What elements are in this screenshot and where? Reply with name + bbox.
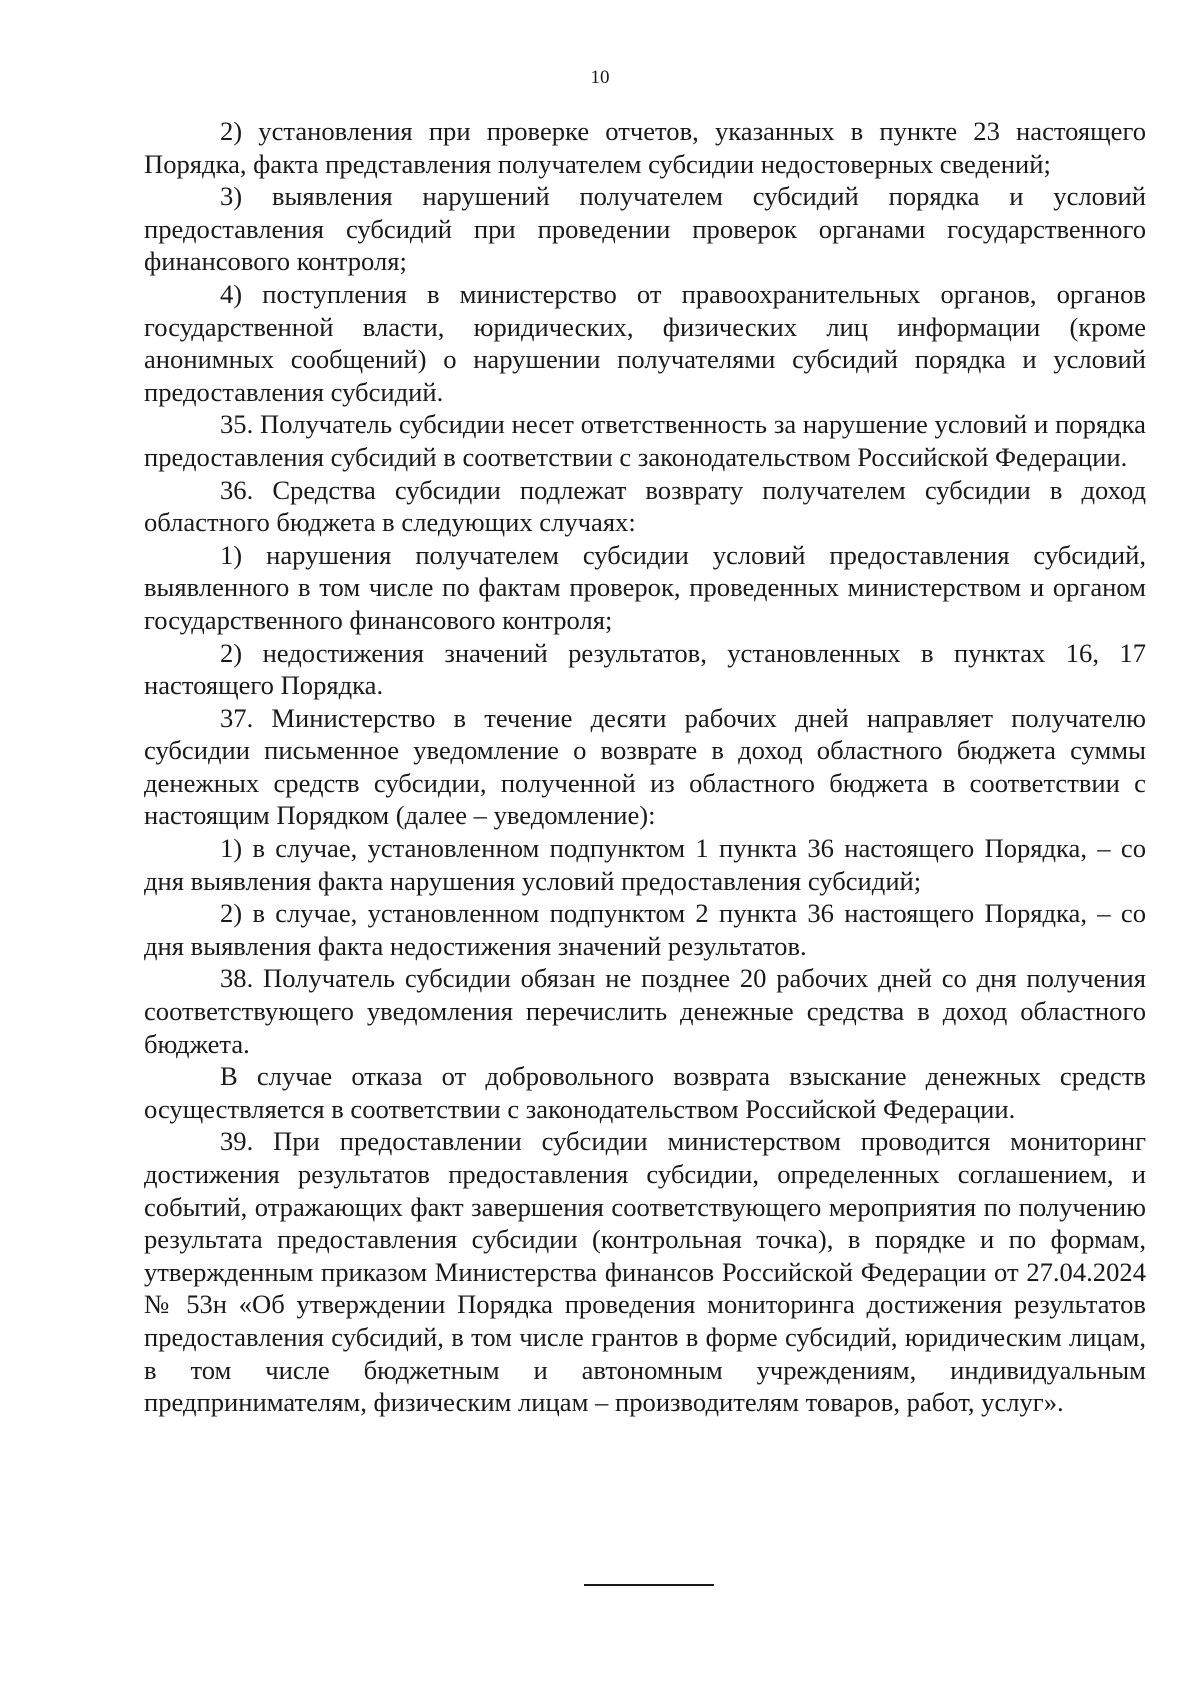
paragraph-clause-37: 37. Министерство в течение десяти рабочих дней направляет получателю субсидии письменное уведомление о возврате в доход областного бюджета суммы денежных средств субсидии, полученной из областного бюджета в соответствии с настоящим Порядком (далее – уведомление): — [144, 702, 1146, 831]
end-of-text-divider — [584, 1584, 714, 1586]
paragraph-clause-36: 36. Средства субсидии подлежат возврату получателем субсидии в доход областного бюджета в следующих случаях: — [144, 474, 1146, 538]
paragraph-clause-35: 35. Получатель субсидии несет ответственность за нарушение условий и порядка предоставления субсидий в соответствии с законодательством Российской Федерации. — [144, 409, 1146, 472]
paragraph-clause-39: 39. При предоставлении субсидии министерством проводится мониторинг достижения результатов предоставления субсидии, определенных соглашением, и событий, отражающих факт завершения соответствующего мероприятия по получению результата предоставления субсидии (контрольная точка), в порядке и по формам, утвержденным приказом Министерства финансов Российской Федерации от 27.04.2024 № 53н «Об утверждении Порядка проведения мониторинга достижения результатов предоставления субсидий, в том числе грантов в форме субсидий, юридическим лицам, в том числе бюджетным и автономным учреждениям, индивидуальным предпринимателям, физическим лицам – производителям товаров, работ, услуг». — [144, 1126, 1146, 1418]
document-body — [144, 115, 1146, 1419]
paragraph-clause-38: 38. Получатель субсидии обязан не позднее 20 рабочих дней со дня получения соответствующего уведомления перечислить денежные средства в доход областного бюджета. — [144, 963, 1146, 1059]
paragraph-clause-37-item-2: 2) в случае, установленном подпунктом 2 пункта 36 настоящего Порядка, – со дня выявления факта недостижения значений результатов. — [144, 898, 1146, 961]
paragraph-clause-36-item-1: 1) нарушения получателем субсидии условий предоставления субсидий, выявленного в том числе по фактам проверок, проведенных министерством и органом государственного финансового контроля; — [144, 539, 1146, 635]
paragraph-item-2: 2) установления при проверке отчетов, указанных в пункте 23 настоящего Порядка, факта представления получателем субсидии недостоверных сведений; — [144, 116, 1146, 179]
paragraph-clause-37-item-1: 1) в случае, установленном подпунктом 1 пункта 36 настоящего Порядка, – со дня выявления факта нарушения условий предоставления субсидий; — [144, 833, 1146, 896]
paragraph-clause-38-refusal: В случае отказа от добровольного возврата взыскание денежных средств осуществляется в соответствии с законодательством Российской Федерации. — [144, 1061, 1146, 1124]
paragraph-item-4: 4) поступления в министерство от правоохранительных органов, органов государственной власти, юридических, физических лиц информации (кроме анонимных сообщений) о нарушении получателями субсидий порядка и условий предоставления субсидий. — [144, 278, 1146, 407]
page-number: 10 — [590, 67, 610, 88]
paragraph-item-3: 3) выявления нарушений получателем субсидий порядка и условий предоставления субсидий при проведении проверок органами государственного финансового контроля; — [144, 181, 1146, 277]
paragraph-clause-36-item-2: 2) недостижения значений результатов, установленных в пунктах 16, 17 настоящего Порядка. — [144, 637, 1146, 701]
